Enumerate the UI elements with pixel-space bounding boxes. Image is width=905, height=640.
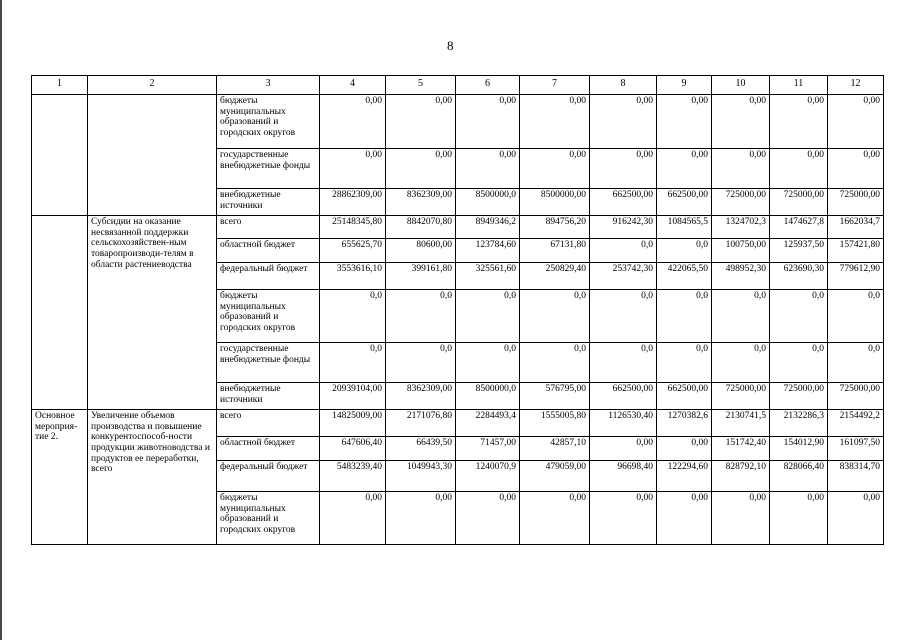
value-cell: 8842070,80 (386, 216, 456, 239)
column-header-2: 2 (88, 76, 217, 95)
value-cell: 123784,60 (456, 239, 520, 263)
value-cell: 779612,90 (828, 263, 884, 290)
table-row (32, 95, 884, 149)
funding-source-cell: всего (217, 410, 320, 437)
value-cell: 0,0 (828, 290, 884, 343)
value-cell: 0,0 (657, 343, 712, 383)
value-cell: 0,00 (657, 149, 712, 189)
value-cell: 1084565,5 (657, 216, 712, 239)
value-cell: 325561,60 (456, 263, 520, 290)
funding-source-cell: всего (217, 216, 320, 239)
value-cell: 0,0 (590, 343, 657, 383)
activity-name-cell (88, 95, 217, 216)
funding-source-cell: внебюджетные источники (217, 383, 320, 410)
value-cell: 0,00 (770, 149, 828, 189)
value-cell: 2284493,4 (456, 410, 520, 437)
value-cell: 250829,40 (520, 263, 590, 290)
value-cell: 8362309,00 (386, 189, 456, 216)
value-cell: 1324702,3 (712, 216, 770, 239)
value-cell: 479059,00 (520, 461, 590, 492)
value-cell: 662500,00 (657, 383, 712, 410)
value-cell: 14825009,00 (320, 410, 386, 437)
value-cell: 8500000,0 (456, 189, 520, 216)
value-cell: 1049943,30 (386, 461, 456, 492)
value-cell: 2132286,3 (770, 410, 828, 437)
value-cell: 0,0 (520, 290, 590, 343)
activity-code-cell (32, 216, 88, 410)
column-header-8: 8 (590, 76, 657, 95)
column-header-6: 6 (456, 76, 520, 95)
value-cell: 725000,00 (828, 189, 884, 216)
column-header-9: 9 (657, 76, 712, 95)
value-cell: 151742,40 (712, 437, 770, 461)
column-header-11: 11 (770, 76, 828, 95)
value-cell: 0,0 (712, 290, 770, 343)
value-cell: 725000,00 (712, 383, 770, 410)
value-cell: 725000,00 (712, 189, 770, 216)
value-cell: 1270382,6 (657, 410, 712, 437)
value-cell: 0,00 (770, 95, 828, 149)
value-cell: 0,0 (828, 343, 884, 383)
value-cell: 2171076,80 (386, 410, 456, 437)
value-cell: 66439,50 (386, 437, 456, 461)
value-cell: 662500,00 (590, 189, 657, 216)
value-cell: 8362309,00 (386, 383, 456, 410)
value-cell: 3553616,10 (320, 263, 386, 290)
funding-source-cell: бюджеты муниципальных образований и городских округов (217, 492, 320, 545)
funding-source-cell: государственные внебюджетные фонды (217, 149, 320, 189)
value-cell: 498952,30 (712, 263, 770, 290)
value-cell: 8949346,2 (456, 216, 520, 239)
header-row (32, 76, 884, 95)
value-cell: 125937,50 (770, 239, 828, 263)
value-cell: 8500000,00 (520, 189, 590, 216)
value-cell: 0,00 (590, 437, 657, 461)
value-cell: 0,00 (657, 437, 712, 461)
value-cell: 0,00 (828, 149, 884, 189)
value-cell: 0,00 (590, 95, 657, 149)
value-cell: 725000,00 (828, 383, 884, 410)
funding-source-cell: государственные внебюджетные фонды (217, 343, 320, 383)
value-cell: 0,0 (657, 239, 712, 263)
value-cell: 576795,00 (520, 383, 590, 410)
column-header-10: 10 (712, 76, 770, 95)
value-cell: 0,00 (712, 149, 770, 189)
value-cell: 0,00 (456, 492, 520, 545)
value-cell: 0,0 (320, 343, 386, 383)
value-cell: 0,00 (386, 492, 456, 545)
value-cell: 1126530,40 (590, 410, 657, 437)
table-row (32, 410, 884, 437)
value-cell: 0,0 (386, 343, 456, 383)
value-cell: 662500,00 (657, 189, 712, 216)
value-cell: 828066,40 (770, 461, 828, 492)
column-header-3: 3 (217, 76, 320, 95)
value-cell: 0,00 (712, 95, 770, 149)
value-cell: 916242,30 (590, 216, 657, 239)
value-cell: 0,0 (386, 290, 456, 343)
value-cell: 25148345,80 (320, 216, 386, 239)
value-cell: 725000,00 (770, 189, 828, 216)
value-cell: 0,00 (712, 492, 770, 545)
funding-source-cell: федеральный бюджет (217, 461, 320, 492)
value-cell: 154012,90 (770, 437, 828, 461)
value-cell: 0,00 (320, 492, 386, 545)
value-cell: 623690,30 (770, 263, 828, 290)
value-cell: 0,00 (456, 149, 520, 189)
value-cell: 1555005,80 (520, 410, 590, 437)
value-cell: 2130741,5 (712, 410, 770, 437)
value-cell: 122294,60 (657, 461, 712, 492)
funding-source-cell: федеральный бюджет (217, 263, 320, 290)
value-cell: 0,0 (520, 343, 590, 383)
value-cell: 0,00 (828, 95, 884, 149)
value-cell: 0,0 (712, 343, 770, 383)
value-cell: 2154492,2 (828, 410, 884, 437)
value-cell: 157421,80 (828, 239, 884, 263)
value-cell: 28862309,00 (320, 189, 386, 216)
value-cell: 0,0 (770, 290, 828, 343)
activity-name-cell: Субсидии на оказание несвязанной поддержки сельскохозяйствен-ным товаропроизводи-телям в области растениеводства (88, 216, 217, 410)
value-cell: 80600,00 (386, 239, 456, 263)
value-cell: 20939104,00 (320, 383, 386, 410)
value-cell: 0,00 (657, 95, 712, 149)
column-header-5: 5 (386, 76, 456, 95)
value-cell: 828792,10 (712, 461, 770, 492)
value-cell: 0,00 (456, 95, 520, 149)
value-cell: 253742,30 (590, 263, 657, 290)
value-cell: 0,00 (320, 95, 386, 149)
value-cell: 0,00 (590, 149, 657, 189)
value-cell: 0,00 (770, 492, 828, 545)
value-cell: 655625,70 (320, 239, 386, 263)
column-header-4: 4 (320, 76, 386, 95)
activity-name-cell: Увеличение объемов производства и повышение конкурентоспособ-ности продукции животноводства и продуктов ее переработки, всего (88, 410, 217, 545)
page-edge (0, 0, 2, 640)
value-cell: 0,00 (590, 492, 657, 545)
value-cell: 838314,70 (828, 461, 884, 492)
funding-source-cell: областной бюджет (217, 239, 320, 263)
budget-table (31, 75, 884, 545)
value-cell: 67131,80 (520, 239, 590, 263)
page-number: 8 (447, 38, 454, 53)
value-cell: 0,0 (770, 343, 828, 383)
value-cell: 0,0 (456, 343, 520, 383)
value-cell: 1662034,7 (828, 216, 884, 239)
column-header-1: 1 (32, 76, 88, 95)
value-cell: 1240070,9 (456, 461, 520, 492)
funding-source-cell: областной бюджет (217, 437, 320, 461)
value-cell: 0,00 (657, 492, 712, 545)
value-cell: 399161,80 (386, 263, 456, 290)
value-cell: 0,0 (590, 239, 657, 263)
column-header-7: 7 (520, 76, 590, 95)
table-row (32, 216, 884, 239)
value-cell: 5483239,40 (320, 461, 386, 492)
funding-source-cell: бюджеты муниципальных образований и городских округов (217, 290, 320, 343)
activity-code-cell: Основное мероприя-тие 2. (32, 410, 88, 545)
value-cell: 42857,10 (520, 437, 590, 461)
value-cell: 422065,50 (657, 263, 712, 290)
value-cell: 0,0 (456, 290, 520, 343)
value-cell: 0,00 (320, 149, 386, 189)
funding-source-cell: внебюджетные источники (217, 189, 320, 216)
value-cell: 8500000,0 (456, 383, 520, 410)
value-cell: 71457,00 (456, 437, 520, 461)
value-cell: 100750,00 (712, 239, 770, 263)
value-cell: 0,00 (520, 95, 590, 149)
value-cell: 0,00 (520, 492, 590, 545)
value-cell: 96698,40 (590, 461, 657, 492)
value-cell: 0,00 (386, 149, 456, 189)
value-cell: 0,00 (828, 492, 884, 545)
value-cell: 894756,20 (520, 216, 590, 239)
value-cell: 0,0 (590, 290, 657, 343)
funding-source-cell: бюджеты муниципальных образований и городских округов (217, 95, 320, 149)
value-cell: 0,00 (520, 149, 590, 189)
value-cell: 647606,40 (320, 437, 386, 461)
value-cell: 0,0 (657, 290, 712, 343)
value-cell: 0,0 (320, 290, 386, 343)
activity-code-cell (32, 95, 88, 216)
value-cell: 0,00 (386, 95, 456, 149)
value-cell: 1474627,8 (770, 216, 828, 239)
value-cell: 662500,00 (590, 383, 657, 410)
value-cell: 725000,00 (770, 383, 828, 410)
value-cell: 161097,50 (828, 437, 884, 461)
column-header-12: 12 (828, 76, 884, 95)
